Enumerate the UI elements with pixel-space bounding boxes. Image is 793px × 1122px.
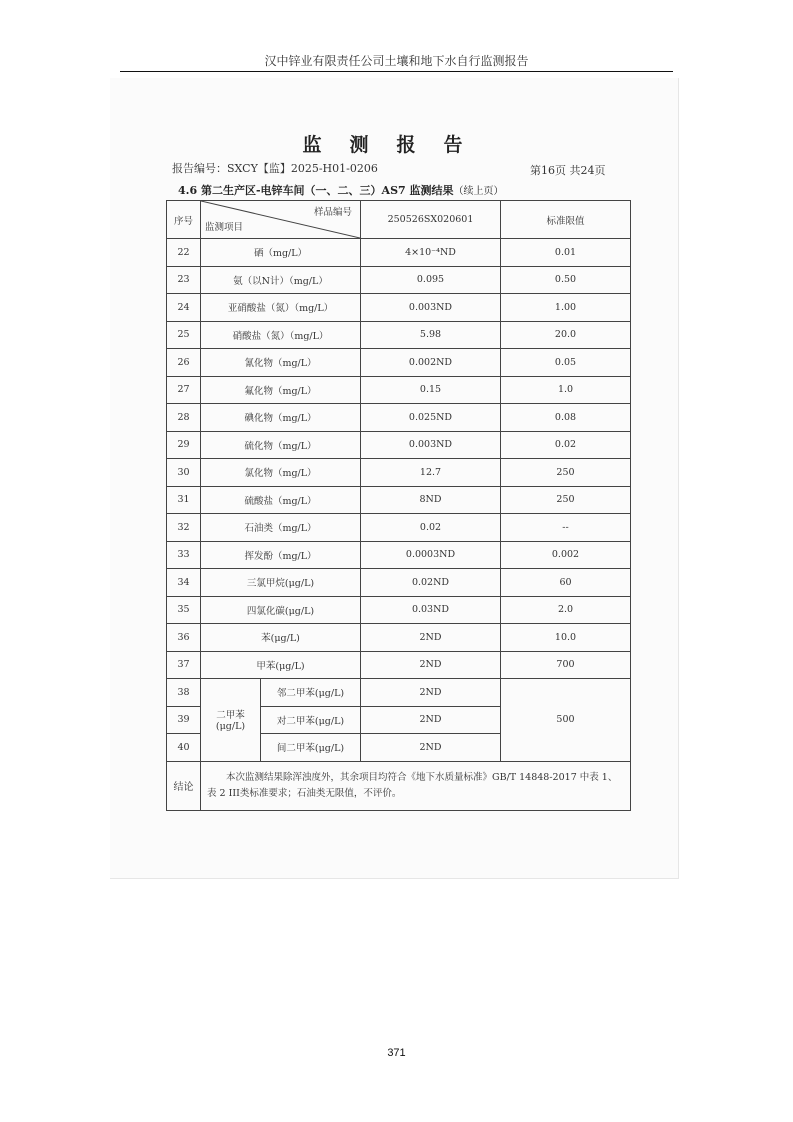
table-row xyxy=(167,376,631,404)
row-limit: 0.002 xyxy=(501,541,631,569)
conclusion-row xyxy=(167,761,631,810)
xylene-group-unit: (μg/L) xyxy=(215,721,246,733)
row-item: 氯化物（mg/L） xyxy=(201,459,361,487)
row-value: 2ND xyxy=(361,651,501,679)
table-row xyxy=(167,679,631,707)
row-value: 0.003ND xyxy=(361,294,501,322)
row-limit: 0.02 xyxy=(501,431,631,459)
xylene-group-cell xyxy=(201,679,261,762)
row-limit: 60 xyxy=(501,569,631,597)
row-item: 挥发酚（mg/L） xyxy=(201,541,361,569)
row-value: 2ND xyxy=(361,734,501,762)
row-item: 亚硝酸盐（氮）（mg/L） xyxy=(201,294,361,322)
row-value: 0.003ND xyxy=(361,431,501,459)
row-value: 2ND xyxy=(361,706,501,734)
report-number: 报告编号：SXCY【监】2025-H01-0206 xyxy=(172,162,378,175)
row-value: 0.025ND xyxy=(361,404,501,432)
conclusion-text: 本次监测结果除浑浊度外，其余项目均符合《地下水质量标准》GB/T 14848-2017 中表 1、表 2 III类标准要求；石油类无限值，不评价。 xyxy=(201,761,631,810)
row-item: 三氯甲烷(μg/L) xyxy=(201,569,361,597)
row-limit: 0.05 xyxy=(501,349,631,377)
page-info: 第16页 共24页 xyxy=(530,164,606,177)
table-row xyxy=(167,651,631,679)
row-number: 40 xyxy=(167,734,201,762)
xylene-group-label: 二甲苯 xyxy=(216,710,245,722)
row-limit: 250 xyxy=(501,486,631,514)
row-number: 22 xyxy=(167,239,201,267)
row-item: 硫酸盐（mg/L） xyxy=(201,486,361,514)
row-value: 8ND xyxy=(361,486,501,514)
col-sample-header: 样品编号 xyxy=(313,207,352,218)
row-value: 0.03ND xyxy=(361,596,501,624)
row-limit: 0.50 xyxy=(501,266,631,294)
table-row xyxy=(167,239,631,267)
table-row xyxy=(167,266,631,294)
col-seq-header: 序号 xyxy=(167,201,201,239)
row-limit: 1.00 xyxy=(501,294,631,322)
document-title: 监测报告 xyxy=(302,134,491,156)
table-row xyxy=(167,321,631,349)
row-number: 24 xyxy=(167,294,201,322)
row-number: 30 xyxy=(167,459,201,487)
row-item: 硝酸盐（氮）（mg/L） xyxy=(201,321,361,349)
col-limit-header: 标准限值 xyxy=(501,201,631,239)
row-value: 4×10⁻⁴ND xyxy=(361,239,501,267)
row-number: 32 xyxy=(167,514,201,542)
row-limit: 20.0 xyxy=(501,321,631,349)
row-number: 31 xyxy=(167,486,201,514)
row-number: 39 xyxy=(167,706,201,734)
row-value: 0.02 xyxy=(361,514,501,542)
section-title xyxy=(178,182,504,198)
table-row xyxy=(167,349,631,377)
row-item: 甲苯(μg/L) xyxy=(201,651,361,679)
row-number: 36 xyxy=(167,624,201,652)
row-item: 苯(μg/L) xyxy=(201,624,361,652)
row-number: 38 xyxy=(167,679,201,707)
row-item: 邻二甲苯(μg/L) xyxy=(261,679,361,707)
table-row xyxy=(167,624,631,652)
row-value: 5.98 xyxy=(361,321,501,349)
row-number: 26 xyxy=(167,349,201,377)
page-header: 汉中锌业有限责任公司土壤和地下水自行监测报告 xyxy=(264,54,529,68)
row-item: 硫化物（mg/L） xyxy=(201,431,361,459)
row-value: 12.7 xyxy=(361,459,501,487)
row-item: 硒（mg/L） xyxy=(201,239,361,267)
table-row xyxy=(167,541,631,569)
table-row xyxy=(167,569,631,597)
col-item-header: 监测项目 xyxy=(205,222,244,233)
conclusion-label: 结论 xyxy=(167,761,201,810)
row-limit: 250 xyxy=(501,459,631,487)
row-number: 35 xyxy=(167,596,201,624)
row-item: 石油类（mg/L） xyxy=(201,514,361,542)
row-limit: 10.0 xyxy=(501,624,631,652)
row-limit: 700 xyxy=(501,651,631,679)
row-number: 23 xyxy=(167,266,201,294)
row-number: 37 xyxy=(167,651,201,679)
table-row xyxy=(167,486,631,514)
col-sample-id-header: 250526SX020601 xyxy=(361,201,501,239)
xylene-limit-cell: 500 xyxy=(501,679,631,762)
row-limit: -- xyxy=(501,514,631,542)
table-row xyxy=(167,459,631,487)
row-value: 2ND xyxy=(361,679,501,707)
row-value: 0.15 xyxy=(361,376,501,404)
row-item: 氰化物（mg/L） xyxy=(201,349,361,377)
row-limit: 2.0 xyxy=(501,596,631,624)
row-value: 2ND xyxy=(361,624,501,652)
row-value: 0.0003ND xyxy=(361,541,501,569)
row-number: 27 xyxy=(167,376,201,404)
diagonal-header-cell xyxy=(201,201,361,239)
row-limit: 0.01 xyxy=(501,239,631,267)
row-value: 0.02ND xyxy=(361,569,501,597)
section-title-text: 4.6 第二生产区-电锌车间（一、二、三）AS7 监测结果 xyxy=(178,184,454,197)
table-row xyxy=(167,404,631,432)
row-limit: 1.0 xyxy=(501,376,631,404)
table-row xyxy=(167,514,631,542)
row-item: 四氯化碳(μg/L) xyxy=(201,596,361,624)
page-number: 371 xyxy=(387,1047,406,1059)
table-row xyxy=(167,294,631,322)
row-item: 间二甲苯(μg/L) xyxy=(261,734,361,762)
row-item: 对二甲苯(μg/L) xyxy=(261,706,361,734)
table-row xyxy=(167,596,631,624)
row-item: 氟化物（mg/L） xyxy=(201,376,361,404)
row-number: 29 xyxy=(167,431,201,459)
row-number: 33 xyxy=(167,541,201,569)
table-row xyxy=(167,431,631,459)
row-number: 34 xyxy=(167,569,201,597)
row-item: 碘化物（mg/L） xyxy=(201,404,361,432)
table-header-row xyxy=(167,201,631,239)
row-value: 0.002ND xyxy=(361,349,501,377)
row-limit: 0.08 xyxy=(501,404,631,432)
results-table xyxy=(166,200,631,811)
row-item: 氨（以N计）（mg/L） xyxy=(201,266,361,294)
row-number: 25 xyxy=(167,321,201,349)
header-rule xyxy=(120,71,673,72)
section-continued: （续上页） xyxy=(453,186,504,197)
row-number: 28 xyxy=(167,404,201,432)
row-value: 0.095 xyxy=(361,266,501,294)
